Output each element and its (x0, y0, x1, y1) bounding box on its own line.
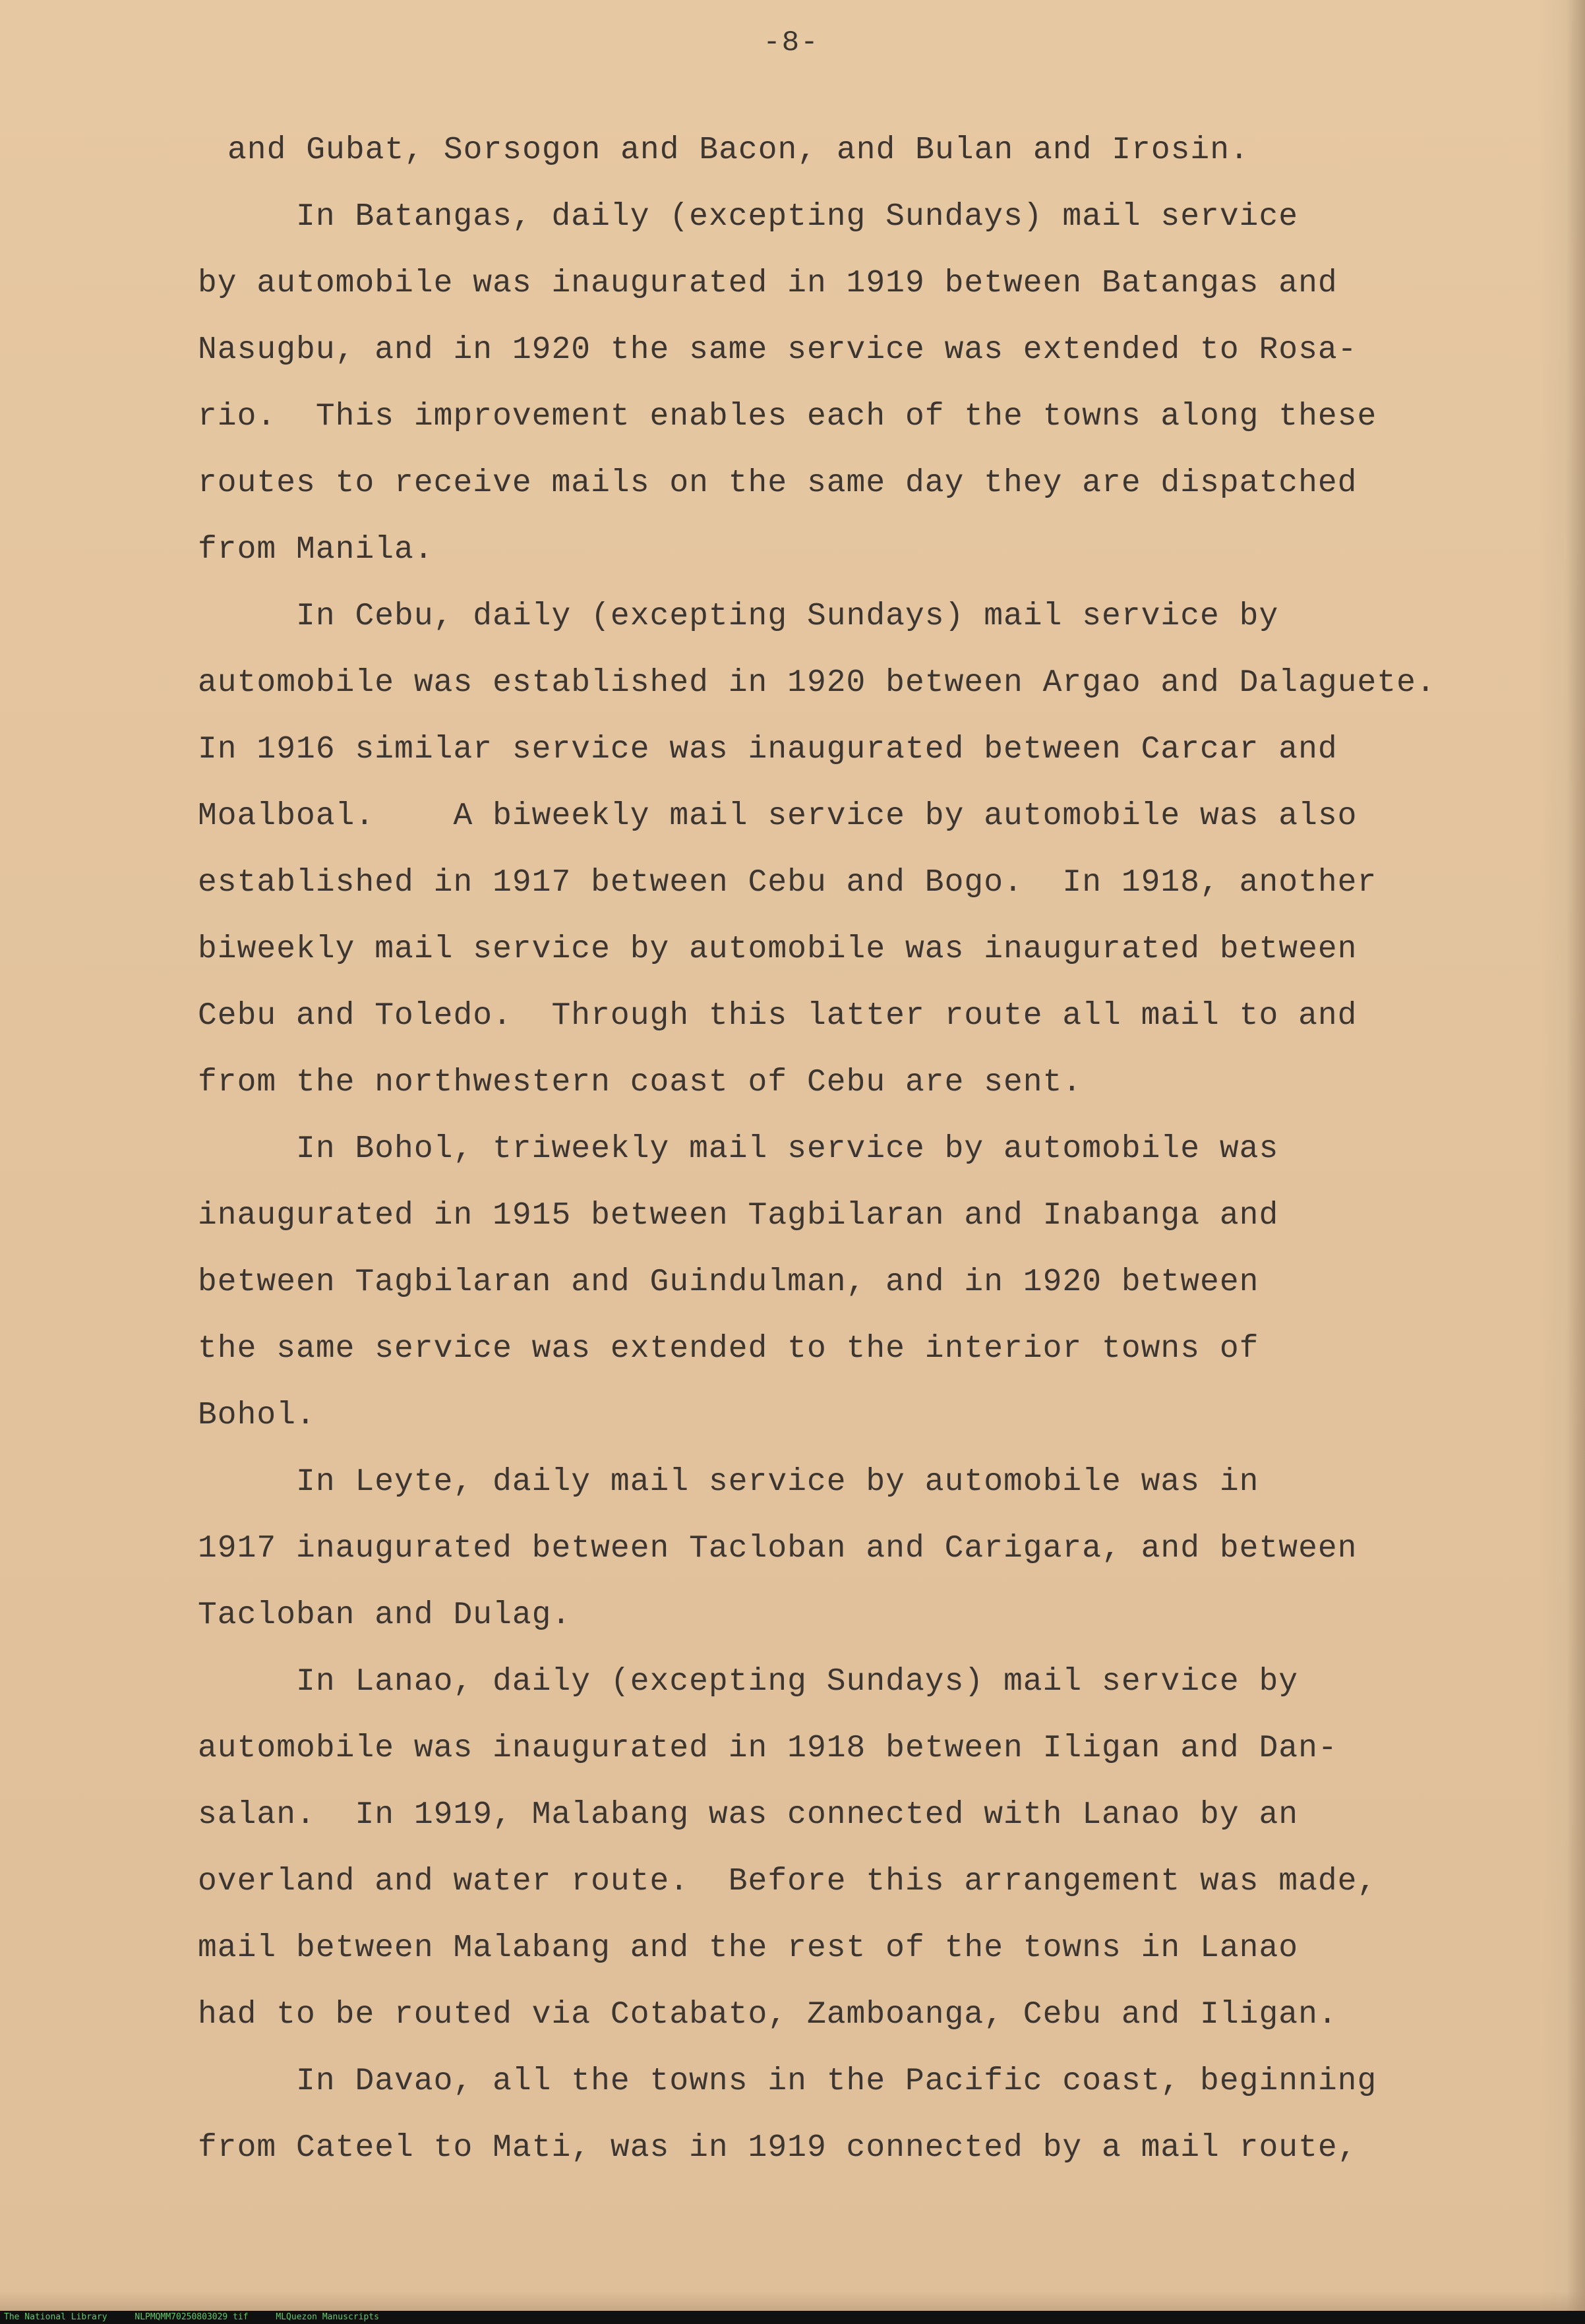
page-bottom-shadow (0, 2291, 1585, 2311)
text-line: In Bohol, triweekly mail service by automobile was (198, 1131, 1279, 1167)
page-edge-shadow (1539, 0, 1585, 2324)
text-line: mail between Malabang and the rest of the towns in Lanao (198, 1930, 1299, 1966)
text-line: Nasugbu, and in 1920 the same service was extended to Rosa- (198, 332, 1358, 368)
text-line: salan. In 1919, Malabang was connected with Lanao by an (198, 1797, 1299, 1833)
text-line: Tacloban and Dulag. (198, 1597, 572, 1633)
text-line: In Batangas, daily (excepting Sundays) mail service (198, 199, 1299, 235)
text-line: 1917 inaugurated between Tacloban and Carigara, and between (198, 1531, 1358, 1566)
text-line: In 1916 similar service was inaugurated between Carcar and (198, 732, 1338, 767)
text-line: the same service was extended to the interior towns of (198, 1331, 1259, 1367)
text-line: from the northwestern coast of Cebu are sent. (198, 1065, 1083, 1100)
footer-library: The National Library (4, 2312, 107, 2322)
text-line: by automobile was inaugurated in 1919 between Batangas and (198, 266, 1338, 301)
page-number: -8- (763, 26, 820, 59)
text-line: rio. This improvement enables each of the towns along these (198, 399, 1377, 434)
text-line: routes to receive mails on the same day they are dispatched (198, 465, 1358, 501)
text-line: between Tagbilaran and Guindulman, and in 1920 between (198, 1265, 1259, 1300)
footer-collection: MLQuezon Manuscripts (276, 2312, 379, 2322)
text-line: from Cateel to Mati, was in 1919 connected by a mail route, (198, 2130, 1358, 2166)
text-line: automobile was established in 1920 between Argao and Dalaguete. (198, 665, 1436, 701)
text-line: In Lanao, daily (excepting Sundays) mail service by (198, 1664, 1299, 1700)
typed-body-text (198, 117, 1503, 2182)
footer-file: NLPMQMM70250803029 tif (135, 2312, 249, 2322)
text-line: overland and water route. Before this arrangement was made, (198, 1864, 1377, 1899)
text-line: and Gubat, Sorsogon and Bacon, and Bulan and Irosin. (227, 133, 1249, 168)
text-line: Bohol. (198, 1398, 316, 1433)
text-line: Cebu and Toledo. Through this latter route all mail to and (198, 998, 1358, 1034)
text-line: inaugurated in 1915 between Tagbilaran and Inabanga and (198, 1198, 1279, 1234)
text-line: In Davao, all the towns in the Pacific coast, beginning (198, 2064, 1377, 2099)
text-line: Moalboal. A biweekly mail service by automobile was also (198, 798, 1358, 834)
text-line: had to be routed via Cotabato, Zamboanga, Cebu and Iligan. (198, 1997, 1338, 2033)
text-line: from Manila. (198, 532, 434, 568)
text-line: In Cebu, daily (excepting Sundays) mail service by (198, 599, 1279, 634)
text-line: biweekly mail service by automobile was inaugurated between (198, 932, 1358, 967)
scan-footer-bar (0, 2311, 1585, 2324)
text-line: established in 1917 between Cebu and Bogo. In 1918, another (198, 865, 1377, 901)
text-line: In Leyte, daily mail service by automobile was in (198, 1464, 1259, 1500)
text-line: automobile was inaugurated in 1918 between Iligan and Dan- (198, 1731, 1338, 1766)
